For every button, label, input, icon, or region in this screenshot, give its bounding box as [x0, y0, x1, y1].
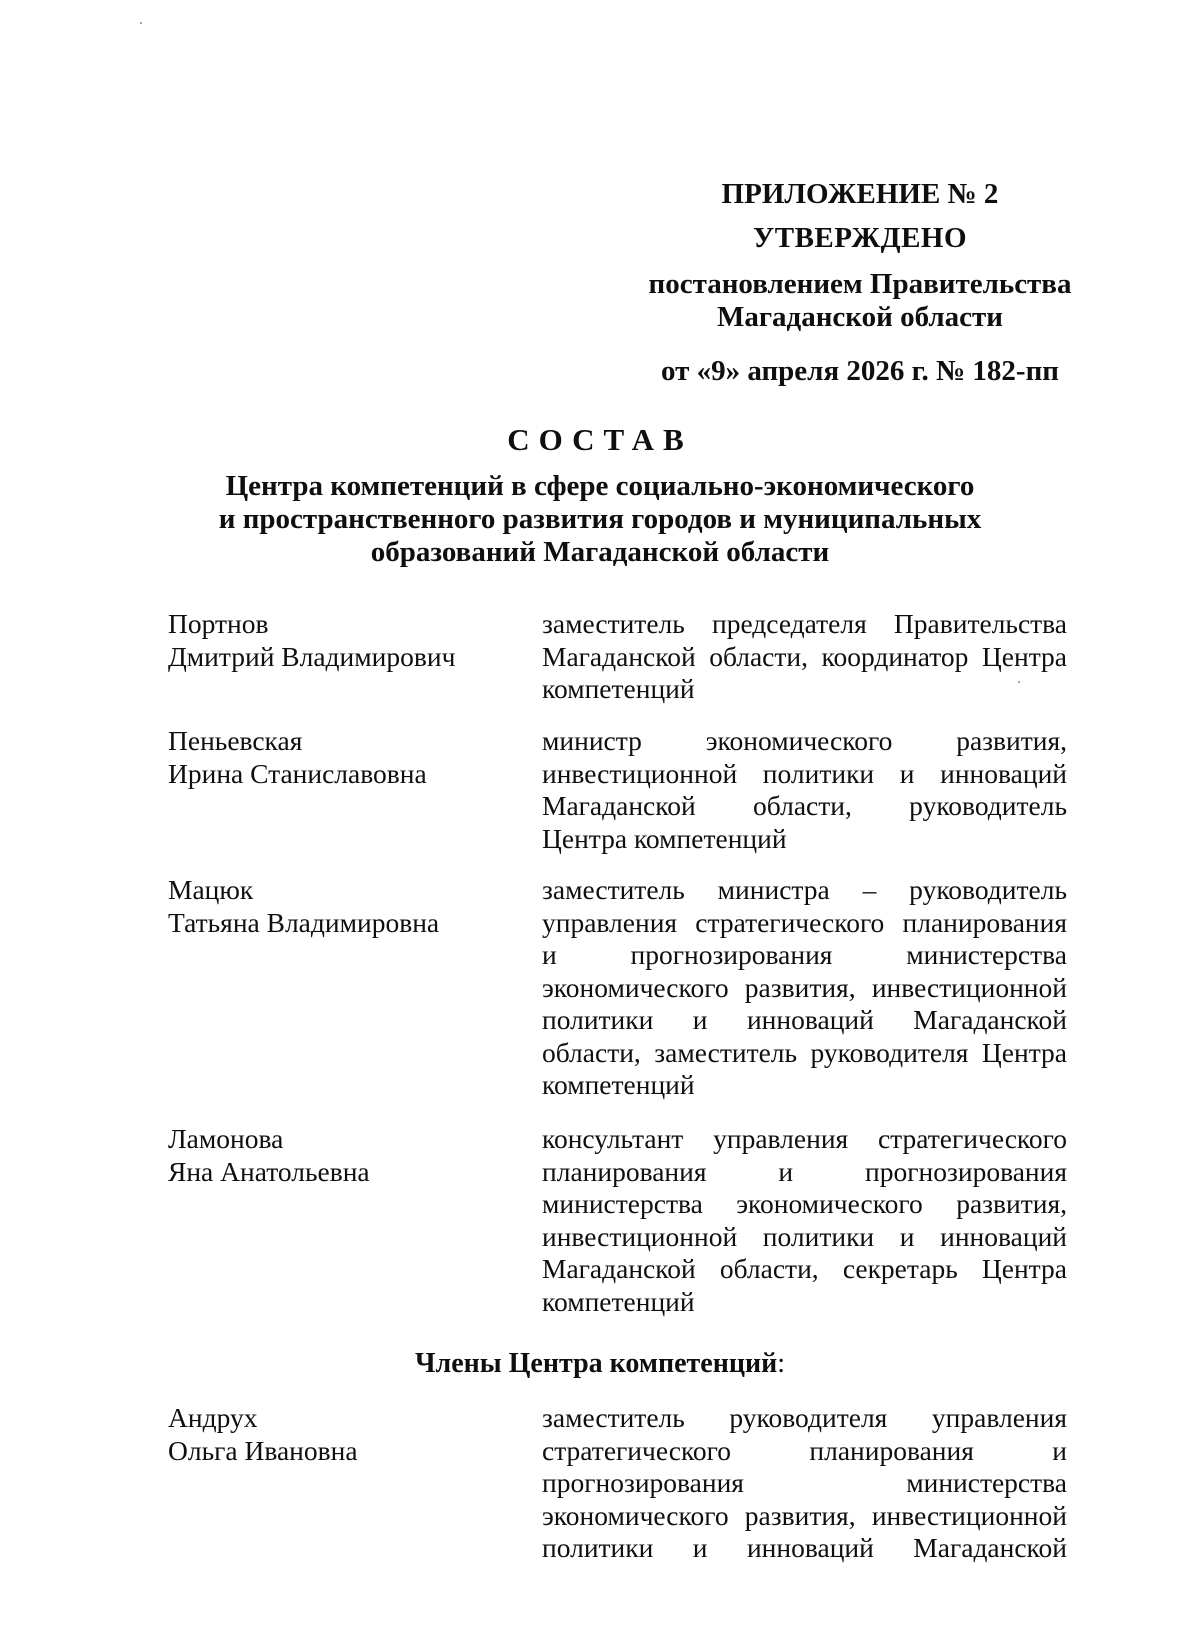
member-surname: Пеньевская — [168, 725, 303, 756]
member-entry — [168, 874, 1068, 1102]
approved-by-line2: Магаданской области — [717, 301, 1003, 333]
member-given-names: Дмитрий Владимирович — [168, 640, 456, 672]
members-heading-colon: : — [777, 1348, 786, 1379]
member-given-names: Татьяна Владимировна — [168, 906, 440, 938]
member-entry — [168, 725, 1068, 855]
member-role — [542, 725, 1067, 855]
subtitle-line: Центра компетенций в сфере социально-экономического — [225, 470, 975, 502]
subtitle-line: образований Магаданской области — [370, 536, 830, 568]
role-line: Магаданской области, руководитель — [542, 790, 1067, 821]
subtitle-line: и пространственного развития городов и муниципальных — [218, 503, 982, 535]
role-line: компетенций — [542, 1285, 695, 1317]
role-line: экономического развития, инвестиционной — [542, 971, 1067, 1003]
member-surname: Ламонова — [168, 1123, 284, 1154]
document-subtitle — [200, 470, 1000, 569]
member-entry — [168, 608, 1068, 706]
role-line: заместитель председателя Правительства — [542, 608, 1067, 639]
approval-stamp-word: УТВЕРЖДЕНО — [752, 222, 968, 254]
role-line: инвестиционной политики и инноваций — [542, 757, 1067, 789]
members-heading-text: Члены Центра компетенций — [414, 1348, 778, 1379]
member-surname: Андрух — [168, 1402, 258, 1433]
approved-by — [640, 268, 1080, 334]
role-line: политики и инноваций Магаданской — [542, 1532, 1067, 1563]
role-line: области, заместитель руководителя Центра — [542, 1036, 1067, 1068]
role-line: стратегического планирования и — [542, 1434, 1067, 1466]
role-line: управления стратегического планирования — [542, 906, 1067, 938]
member-name — [168, 725, 542, 855]
member-role — [542, 1123, 1067, 1318]
members-heading — [0, 1348, 1200, 1380]
role-line: компетенций — [542, 1069, 695, 1100]
role-line: политики и инноваций Магаданской — [542, 1004, 1067, 1035]
member-role — [542, 874, 1067, 1102]
role-line: заместитель министра – руководитель — [542, 874, 1067, 905]
member-role — [542, 608, 1067, 706]
role-line: заместитель руководителя управления — [542, 1402, 1067, 1433]
scan-speck — [140, 22, 142, 24]
member-name — [168, 608, 542, 706]
member-name — [168, 874, 542, 1102]
member-given-names: Яна Анатольевна — [168, 1155, 370, 1187]
role-line: Центра компетенций — [542, 822, 787, 854]
member-entry — [168, 1123, 1068, 1318]
member-role — [542, 1402, 1067, 1565]
document-title: СОСТАВ — [507, 422, 693, 457]
member-name — [168, 1123, 542, 1318]
member-surname: Портнов — [168, 608, 269, 639]
approved-by-line1: постановлением Правительства — [648, 268, 1072, 300]
role-line: министерства экономического развития, — [542, 1188, 1067, 1219]
role-line: инвестиционной политики и инноваций — [542, 1220, 1067, 1252]
role-line: консультант управления стратегического — [542, 1123, 1067, 1154]
member-entry — [168, 1402, 1068, 1565]
role-line: министр экономического развития, — [542, 725, 1067, 756]
role-line: планирования и прогнозирования — [542, 1155, 1067, 1187]
member-given-names: Ольга Ивановна — [168, 1434, 358, 1466]
resolution-date: от «9» апреля 2026 г. № 182-пп — [660, 355, 1059, 387]
role-line: прогнозирования министерства — [542, 1467, 1067, 1498]
role-line: компетенций — [542, 673, 695, 704]
role-line: экономического развития, инвестиционной — [542, 1499, 1067, 1531]
appendix-number: ПРИЛОЖЕНИЕ № 2 — [721, 178, 999, 210]
member-name — [168, 1402, 542, 1565]
member-surname: Мацюк — [168, 874, 254, 905]
role-line: Магаданской области, секретарь Центра — [542, 1253, 1067, 1284]
role-line: Магаданской области, координатор Центра — [542, 640, 1067, 672]
role-line: и прогнозирования министерства — [542, 939, 1067, 970]
member-given-names: Ирина Станиславовна — [168, 757, 427, 789]
